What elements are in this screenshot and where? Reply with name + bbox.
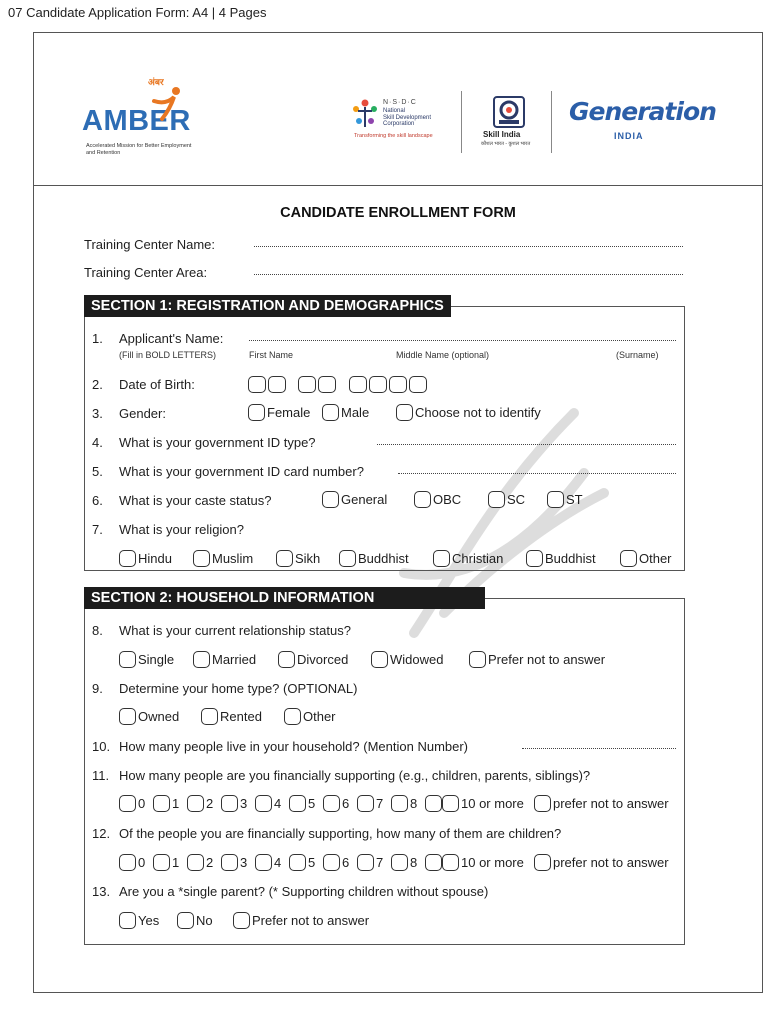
generation-wordmark: Generation [569,97,716,126]
question-number: 2. [92,377,103,392]
checkbox[interactable] [187,854,204,871]
checkbox[interactable] [488,491,505,508]
children-option[interactable] [323,854,349,871]
middle-name-label: Middle Name (optional) [396,350,490,360]
gender-option-male[interactable] [322,404,369,421]
option-label: 6 [342,855,350,870]
nsdc-star-icon [350,97,380,129]
religion-option-hindu[interactable] [119,550,172,567]
checkbox[interactable] [339,550,356,567]
supporting-option[interactable] [221,795,247,812]
supporting-option[interactable] [289,795,315,812]
home-option-other[interactable] [284,708,336,725]
form-title: CANDIDATE ENROLLMENT FORM [280,205,516,221]
checkbox[interactable] [119,795,136,812]
section-2-title: SECTION 2: HOUSEHOLD INFORMATION [84,587,485,609]
logo-header [34,33,762,186]
option-label: Sikh [295,551,321,566]
question-number: 9. [92,681,103,696]
applicant-name-field[interactable] [249,331,676,341]
children-option-10-or-more[interactable] [442,854,524,871]
section-1-title: SECTION 1: REGISTRATION AND DEMOGRAPHICS [84,295,451,317]
option-label: Prefer not to answer [488,652,606,667]
checkbox[interactable] [233,912,250,929]
option-label: 10 or more [461,796,524,811]
option-label: Yes [138,913,160,928]
option-label: 5 [308,796,316,811]
question-number: 5. [92,464,103,479]
question-number: 13. [92,884,111,899]
checkbox[interactable] [396,404,413,421]
training-center-name-field[interactable] [254,237,683,247]
amber-logo [82,77,212,157]
supporting-option[interactable] [119,795,145,812]
government-id-type-field[interactable] [377,435,676,445]
question-number: 8. [92,623,103,638]
option-label: 0 [138,855,146,870]
dob-month-digit[interactable] [318,376,336,393]
religion-option-muslim[interactable] [193,550,253,567]
option-label: Muslim [212,551,254,566]
question-text: What is your current relationship status? [119,623,351,638]
checkbox[interactable] [620,550,637,567]
dob-year-digit[interactable] [369,376,387,393]
religion-option-christian[interactable] [433,550,503,567]
dob-year-digit[interactable] [349,376,367,393]
option-label: Choose not to identify [415,405,541,420]
nsdc-name-line: Corporation [383,121,415,127]
option-label: 4 [274,796,282,811]
option-label: SC [507,492,526,507]
amber-tagline: Accelerated Mission for Better Employment and Retention [86,143,192,156]
question-text: Are you a *single parent? (* Supporting children without spouse) [119,884,489,899]
checkbox[interactable] [371,651,388,668]
option-label: 10 or more [461,855,524,870]
children-option[interactable] [357,854,383,871]
dob-day-digit[interactable] [248,376,266,393]
option-label: Owned [138,709,180,724]
checkbox[interactable] [278,651,295,668]
question-number: 4. [92,435,103,450]
checkbox[interactable] [357,854,374,871]
children-option-prefer-not[interactable] [534,854,669,871]
question-text: How many people live in your household? (Mention Number) [119,739,469,754]
checkbox[interactable] [547,491,564,508]
option-label: 2 [206,855,214,870]
bold-letters-hint: (Fill in BOLD LETTERS) [119,350,217,360]
nsdc-name [383,108,431,128]
checkbox[interactable] [255,854,272,871]
checkbox[interactable] [534,795,551,812]
home-option-rented[interactable] [201,708,262,725]
children-option[interactable] [119,854,145,871]
checkbox[interactable] [357,795,374,812]
supporting-option[interactable] [255,795,281,812]
option-label: 8 [410,855,418,870]
relationship-option-divorced[interactable] [278,651,348,668]
option-label: 1 [172,796,180,811]
checkbox[interactable] [119,550,136,567]
nsdc-tagline: Transforming the skill landscape [354,133,433,139]
checkbox[interactable] [425,854,442,871]
checkbox[interactable] [323,854,340,871]
section-1-box [84,298,685,571]
checkbox[interactable] [289,795,306,812]
option-label: 4 [274,855,282,870]
gender-option-female[interactable] [248,404,310,421]
relationship-option-widowed[interactable] [371,651,443,668]
amber-wordmark: AMBER [82,105,191,137]
dob-year-digit[interactable] [389,376,407,393]
question-number: 7. [92,522,103,537]
checkbox[interactable] [201,708,218,725]
skill-india-wordmark: Skill India [483,130,521,139]
question-number: 12. [92,826,111,841]
amber-hindi-text: अंबर [148,77,164,87]
religion-option-sikh[interactable] [276,550,320,567]
checkbox[interactable] [391,795,408,812]
checkbox[interactable] [221,795,238,812]
checkbox[interactable] [221,854,238,871]
option-label: General [341,492,388,507]
option-label: 2 [206,796,214,811]
option-label: 3 [240,796,248,811]
logo-divider [461,91,462,153]
checkbox[interactable] [391,854,408,871]
dob-month-digit[interactable] [298,376,316,393]
caste-option-sc[interactable] [488,491,525,508]
option-label: Divorced [297,652,349,667]
checkbox[interactable] [193,550,210,567]
supporting-option-prefer-not[interactable] [534,795,669,812]
training-center-name-label: Training Center Name: [84,237,216,252]
option-label: Hindu [138,551,172,566]
relationship-option-prefer-not[interactable] [469,651,605,668]
checkbox[interactable] [322,491,339,508]
supporting-option[interactable] [357,795,383,812]
checkbox[interactable] [534,854,551,871]
option-label: 8 [410,796,418,811]
option-label: 3 [240,855,248,870]
checkbox[interactable] [177,912,194,929]
checkbox[interactable] [119,708,136,725]
document-caption: 07 Candidate Application Form: A4 | 4 Pages [8,5,267,20]
children-option[interactable] [221,854,247,871]
checkbox[interactable] [289,854,306,871]
checkbox[interactable] [255,795,272,812]
question-text: Of the people you are financially supporting, how many of them are children? [119,826,562,841]
generation-india-logo [569,97,716,147]
question-text: How many people are you financially supporting (e.g., children, parents, siblings)? [119,768,591,783]
checkbox[interactable] [276,550,293,567]
relationship-option-married[interactable] [193,651,256,668]
supporting-option[interactable] [323,795,349,812]
nsdc-logo [350,97,462,147]
skill-india-logo [480,95,540,155]
option-label: Widowed [390,652,444,667]
household-count-field[interactable] [522,739,676,749]
option-label: Other [303,709,336,724]
question-text: What is your caste status? [119,493,272,508]
option-label: 1 [172,855,180,870]
dob-year-digit[interactable] [409,376,427,393]
checkbox[interactable] [526,550,543,567]
first-name-label: First Name [249,350,294,360]
government-id-number-field[interactable] [398,464,676,474]
single-parent-option-yes[interactable] [119,912,159,929]
children-option[interactable] [187,854,213,871]
checkbox[interactable] [119,912,136,929]
question-text: What is your government ID card number? [119,464,364,479]
skill-india-gear-icon [492,95,526,129]
option-label: prefer not to answer [553,855,669,870]
option-label: prefer not to answer [553,796,669,811]
supporting-option[interactable] [187,795,213,812]
caste-option-general[interactable] [322,491,387,508]
question-text: Gender: [119,406,166,421]
checkbox[interactable] [469,651,486,668]
question-text: Applicant's Name: [119,331,224,346]
checkbox[interactable] [323,795,340,812]
option-label: No [196,913,213,928]
checkbox[interactable] [442,854,459,871]
option-label: 0 [138,796,146,811]
option-label: Buddhist [545,551,596,566]
surname-label: (Surname) [616,350,659,360]
amber-person-icon [150,85,186,125]
checkbox[interactable] [284,708,301,725]
option-label: 5 [308,855,316,870]
checkbox[interactable] [153,795,170,812]
question-number: 1. [92,331,103,346]
checkbox[interactable] [119,854,136,871]
option-label: 6 [342,796,350,811]
nsdc-name-line: National [383,108,406,114]
question-text: What is your religion? [119,522,244,537]
training-center-area-label: Training Center Area: [84,265,208,280]
section-2-box [84,590,685,945]
relationship-option-single[interactable] [119,651,174,668]
supporting-option[interactable] [391,795,417,812]
gender-option-not-identify[interactable] [396,404,541,421]
nsdc-name-line: Skill Development [383,114,432,121]
checkbox[interactable] [248,404,265,421]
checkbox[interactable] [322,404,339,421]
checkbox[interactable] [433,550,450,567]
option-label: Single [138,652,175,667]
religion-option-buddhist-2[interactable] [526,550,596,567]
training-center-area-field[interactable] [254,265,683,275]
supporting-option-10-or-more[interactable] [442,795,524,812]
question-text: Date of Birth: [119,377,195,392]
option-label: Female [267,405,311,420]
option-label: OBC [433,492,462,507]
logo-divider [551,91,552,153]
religion-option-other[interactable] [620,550,672,567]
nsdc-letters: N·S·D·C [383,99,417,106]
question-number: 10. [92,739,111,754]
generation-country: INDIA [614,131,644,141]
single-parent-option-no[interactable] [177,912,213,929]
checkbox[interactable] [414,491,431,508]
option-label: ST [566,492,583,507]
question-number: 3. [92,406,103,421]
option-label: Prefer not to answer [252,913,370,928]
form-page [33,32,763,993]
caste-option-obc[interactable] [414,491,461,508]
children-option[interactable] [255,854,281,871]
supporting-option[interactable] [153,795,179,812]
question-number: 6. [92,493,103,508]
home-option-owned[interactable] [119,708,179,725]
question-text: What is your government ID type? [119,435,316,450]
option-label: Other [639,551,672,566]
checkbox[interactable] [153,854,170,871]
children-option[interactable] [153,854,179,871]
option-label: Male [341,405,370,420]
question-number: 11. [92,768,110,783]
option-label: 7 [376,796,384,811]
children-option[interactable] [391,854,417,871]
option-label: Christian [452,551,504,566]
dob-day-digit[interactable] [268,376,286,393]
option-label: Buddhist [358,551,409,566]
children-option[interactable] [289,854,315,871]
option-label: Married [212,652,257,667]
religion-option-buddhist[interactable] [339,550,409,567]
skill-india-hindi: कौशल भारत - कुशल भारत [481,141,531,147]
single-parent-option-prefer-not[interactable] [233,912,369,929]
option-label: Rented [220,709,262,724]
question-text: Determine your home type? (OPTIONAL) [119,681,358,696]
checkbox[interactable] [193,651,210,668]
option-label: 7 [376,855,384,870]
checkbox[interactable] [187,795,204,812]
checkbox[interactable] [425,795,442,812]
checkbox[interactable] [119,651,136,668]
caste-option-st[interactable] [547,491,583,508]
checkbox[interactable] [442,795,459,812]
